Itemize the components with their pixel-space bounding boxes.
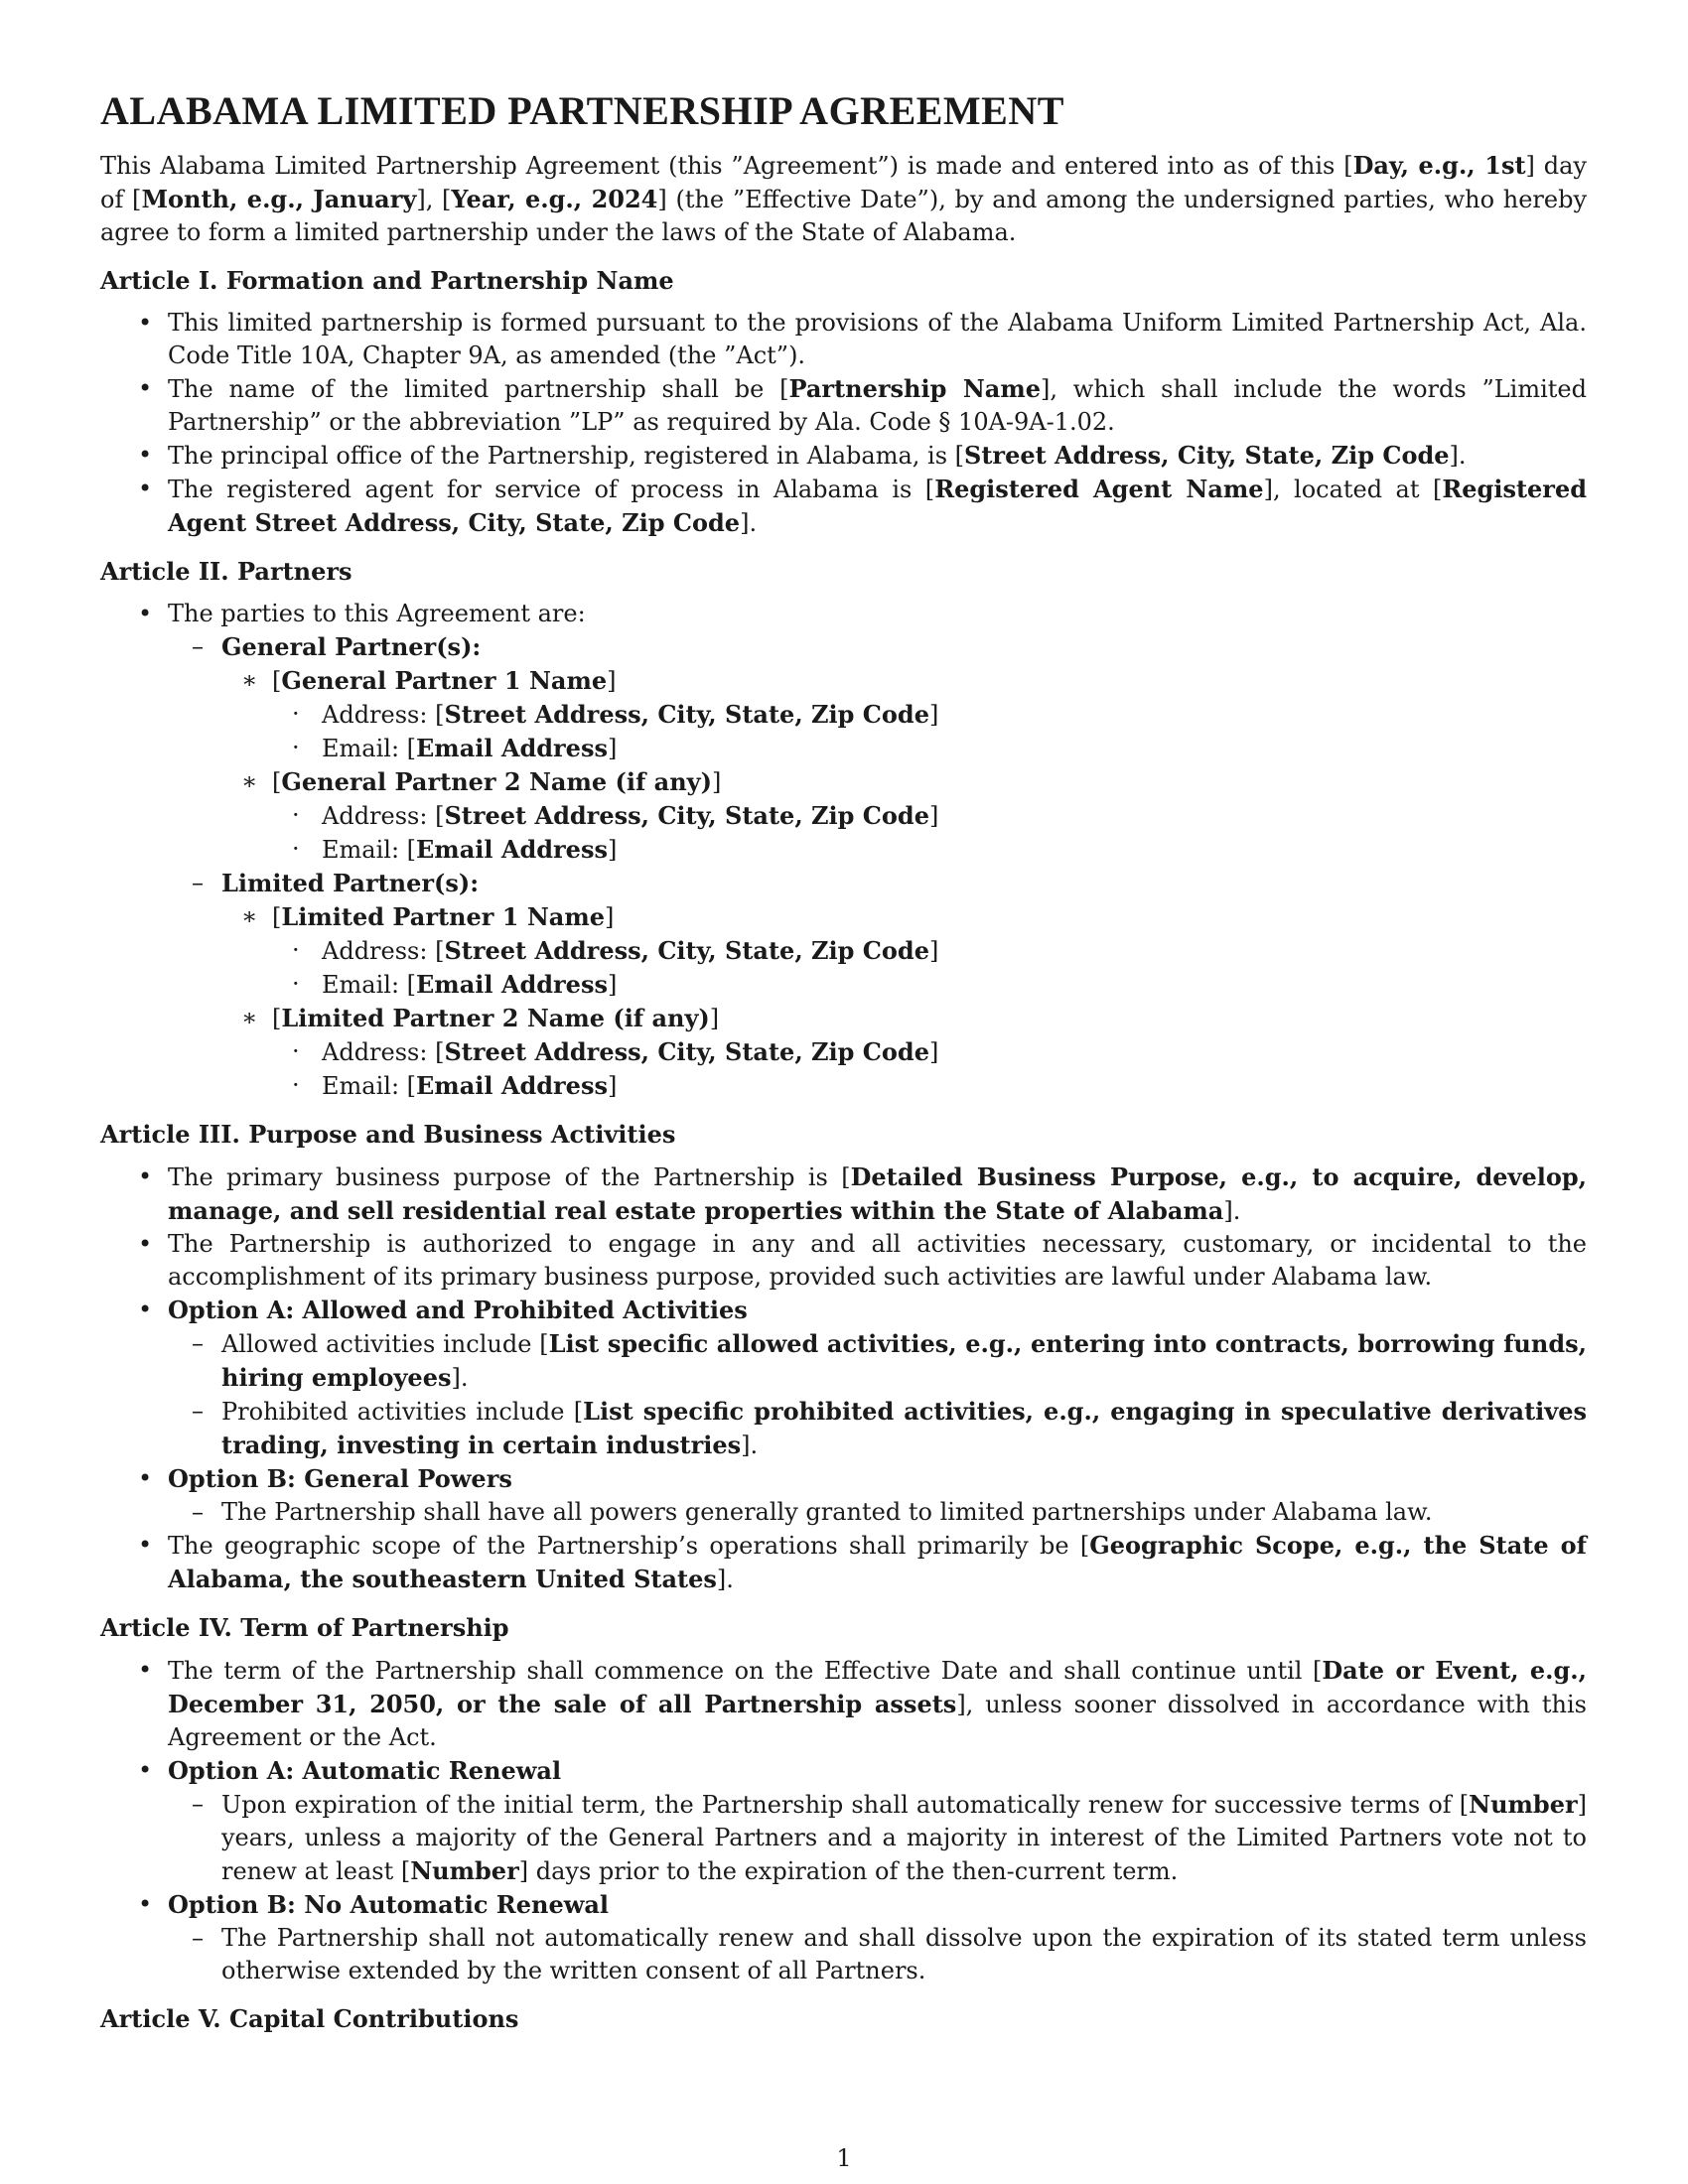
list-item: • The primary business purpose of the Partnership is [Detailed Business Purpose, e.g., to acquire, develop, manage, and sell residential real estate properties within the State of Alabama]. bbox=[100, 1160, 1587, 1228]
email-line: · Email: [Email Address] bbox=[272, 1069, 1587, 1103]
option-a-heading: Option A: Allowed and Prohibited Activities bbox=[168, 1296, 748, 1324]
option-b-heading: Option B: No Automatic Renewal bbox=[168, 1890, 610, 1919]
day-placeholder: Day, e.g., 1st bbox=[1352, 151, 1526, 180]
article-2-heading: Article II. Partners bbox=[100, 557, 352, 586]
option-a-heading: Option A: Automatic Renewal bbox=[168, 1756, 562, 1785]
article-4-heading: Article IV. Term of Partnership bbox=[100, 1613, 509, 1642]
article-1-heading: Article I. Formation and Partnership Name bbox=[100, 266, 674, 295]
intro-text: ] (the ”Effective Date”), by and among the undersigned parties, who hereby agree to form a limited partnership under the laws of the State of Alabama. bbox=[100, 186, 1588, 246]
number-placeholder: Number bbox=[1469, 1790, 1578, 1819]
email-line: · Email: [Email Address] bbox=[272, 968, 1587, 1002]
document-body bbox=[100, 83, 1587, 2045]
list-item: • This limited partnership is formed pursuant to the provisions of the Alabama Uniform Limited Partnership Act, Ala. Code Title 10A, Chapter 9A, as amended (the ”Act”). bbox=[100, 307, 1587, 372]
list-item: • The term of the Partnership shall commence on the Effective Date and shall continue until [Date or Event, e.g., December 31, 2050, or the sale of all Partnership assets], unless sooner dissolved in accordance with this Agreement or the Act. bbox=[100, 1654, 1587, 1754]
article-2-list bbox=[100, 598, 1587, 1103]
prohibited-activities-placeholder: List specific prohibited activities, e.g., engaging in speculative derivatives trading, investing in certain industries bbox=[221, 1397, 1588, 1459]
document-title: ALABAMA LIMITED PARTNERSHIP AGREEMENT bbox=[100, 88, 1064, 133]
address-line: · Address: [Street Address, City, State, Zip Code] bbox=[272, 934, 1587, 968]
limited-partners-group: – Limited Partner(s): ∗ [Limited Partner 1 Name] · Address: [Street Address, City, State, Zip Code] · Email: [Email Address] ∗ [Limited Partner 2 Name (if any)] · Address: [Street Address, City, State, Zip Code] · Email: [Email Address] bbox=[192, 867, 1587, 1103]
limited-partner-2-placeholder: Limited Partner 2 Name (if any) bbox=[281, 1004, 710, 1032]
general-partner-2-placeholder: General Partner 2 Name (if any) bbox=[281, 767, 712, 796]
address-line: · Address: [Street Address, City, State, Zip Code] bbox=[272, 1035, 1587, 1069]
article-3-heading: Article III. Purpose and Business Activities bbox=[100, 1120, 676, 1149]
partner-groups bbox=[192, 630, 1587, 1103]
general-partner-1-placeholder: General Partner 1 Name bbox=[281, 666, 608, 695]
list-item: – Allowed activities include [List specific allowed activities, e.g., entering into contracts, borrowing funds, hiring employees]. bbox=[192, 1327, 1587, 1395]
intro-text: ], [ bbox=[416, 186, 452, 213]
general-partners-group: – General Partner(s): ∗ [General Partner 1 Name] · Address: [Street Address, City, State, Zip Code] · Email: [Email Address] ∗ [General Partner 2 Name (if any)] · Address: [Street Address, City, State, Zip Code] · Email: [Email Address] bbox=[192, 630, 1587, 867]
partner-entry: ∗ [Limited Partner 2 Name (if any)] · Address: [Street Address, City, State, Zip Code] · Email: [Email Address] bbox=[221, 1002, 1587, 1103]
intro-paragraph bbox=[100, 149, 1587, 249]
page-number: 1 bbox=[836, 2144, 852, 2172]
email-line: · Email: [Email Address] bbox=[272, 732, 1587, 765]
list-item bbox=[100, 1754, 1587, 1888]
allowed-activities-placeholder: List specific allowed activities, e.g., entering into contracts, borrowing funds, hiring employees bbox=[221, 1329, 1587, 1392]
article-4-list bbox=[100, 1654, 1587, 1987]
principal-office-placeholder: Street Address, City, State, Zip Code bbox=[964, 441, 1450, 470]
list-item: • The Partnership is authorized to engage in any and all activities necessary, customary, or incidental to the accomplishment of its primary business purpose, provided such activities are lawful under Alabama law. bbox=[100, 1228, 1587, 1294]
list-item: • The principal office of the Partnership, registered in Alabama, is [Street Address, City, State, Zip Code]. bbox=[100, 439, 1587, 473]
list-item: • The parties to this Agreement are: – General Partner(s): ∗ [General Partner 1 Name] · Address: [Street Address, City, State, Zip Code] · Email: [Email Address] ∗ [General Partner 2 Name (if any)] · Address: [Street Address, City, State, Zip Code] · Email: [Email Address] – Limited Partner(s): ∗ [Limited Partner 1 Name] · Address: [Street Address, City, State, Zip Code] · Email: [Email Address] ∗ [Limited Partner 2 Name (if any)] · Address: [Street Address, City, State, Zip Code] · Email: [Email Address] bbox=[100, 598, 1587, 1103]
address-line: · Address: [Street Address, City, State, Zip Code] bbox=[272, 799, 1587, 833]
business-purpose-placeholder: Detailed Business Purpose, e.g., to acquire, develop, manage, and sell residential real estate properties within the State of Alabama bbox=[168, 1162, 1588, 1225]
partner-entry: ∗ [General Partner 1 Name] · Address: [Street Address, City, State, Zip Code] · Email: [Email Address] bbox=[221, 664, 1587, 765]
list-item bbox=[100, 1888, 1587, 1987]
list-item: – The Partnership shall not automatically renew and shall dissolve upon the expiration of its stated term unless otherwise extended by the written consent of all Partners. bbox=[192, 1922, 1587, 1987]
geographic-scope-placeholder: Geographic Scope, e.g., the State of Alabama, the southeastern United States bbox=[168, 1531, 1587, 1593]
list-item bbox=[100, 1462, 1587, 1529]
list-item: • The registered agent for service of process in Alabama is [Registered Agent Name], located at [Registered Agent Street Address, City, State, Zip Code]. bbox=[100, 473, 1587, 540]
article-1-list bbox=[100, 307, 1587, 540]
email-line: · Email: [Email Address] bbox=[272, 833, 1587, 867]
intro-text: This Alabama Limited Partnership Agreement (this ”Agreement”) is made and entered into as of this [ bbox=[100, 152, 1353, 180]
partner-entry: ∗ [General Partner 2 Name (if any)] · Address: [Street Address, City, State, Zip Code] · Email: [Email Address] bbox=[221, 765, 1587, 867]
year-placeholder: Year, e.g., 2024 bbox=[451, 185, 658, 213]
article-3-list bbox=[100, 1160, 1587, 1596]
address-line: · Address: [Street Address, City, State, Zip Code] bbox=[272, 698, 1587, 732]
partner-entry: ∗ [Limited Partner 1 Name] · Address: [Street Address, City, State, Zip Code] · Email: [Email Address] bbox=[221, 900, 1587, 1002]
intro-text: ] day of [ bbox=[100, 152, 1587, 213]
list-item: • The geographic scope of the Partnership’s operations shall primarily be [Geographic Scope, e.g., the State of Alabama, the southeastern United States]. bbox=[100, 1529, 1587, 1596]
month-placeholder: Month, e.g., January bbox=[141, 185, 417, 213]
article-5-heading: Article V. Capital Contributions bbox=[100, 2004, 519, 2033]
partnership-name-placeholder: Partnership Name bbox=[788, 374, 1042, 403]
list-item: – The Partnership shall have all powers generally granted to limited partnerships under Alabama law. bbox=[192, 1496, 1587, 1529]
term-end-placeholder: Date or Event, e.g., December 31, 2050, or the sale of all Partnership assets bbox=[168, 1656, 1587, 1718]
option-b-heading: Option B: General Powers bbox=[168, 1464, 512, 1493]
list-item bbox=[100, 1294, 1587, 1462]
number-placeholder: Number bbox=[410, 1856, 519, 1885]
list-item: – Upon expiration of the initial term, the Partnership shall automatically renew for successive terms of [Number] years, unless a majority of the General Partners and a majority in interest of the Limited Partners vote not to renew at least [Number] days prior to the expiration of the then-current term. bbox=[192, 1788, 1587, 1888]
registered-agent-address-placeholder: Registered Agent Street Address, City, State, Zip Code bbox=[168, 475, 1588, 537]
registered-agent-placeholder: Registered Agent Name bbox=[934, 475, 1264, 503]
list-item: – Prohibited activities include [List specific prohibited activities, e.g., engaging in speculative derivatives trading, investing in certain industries]. bbox=[192, 1395, 1587, 1462]
list-item: • The name of the limited partnership shall be [Partnership Name], which shall include the words ”Limited Partnership” or the abbreviation ”LP” as required by Ala. Code § 10A-9A-1.02. bbox=[100, 372, 1587, 439]
limited-partner-1-placeholder: Limited Partner 1 Name bbox=[281, 902, 605, 931]
